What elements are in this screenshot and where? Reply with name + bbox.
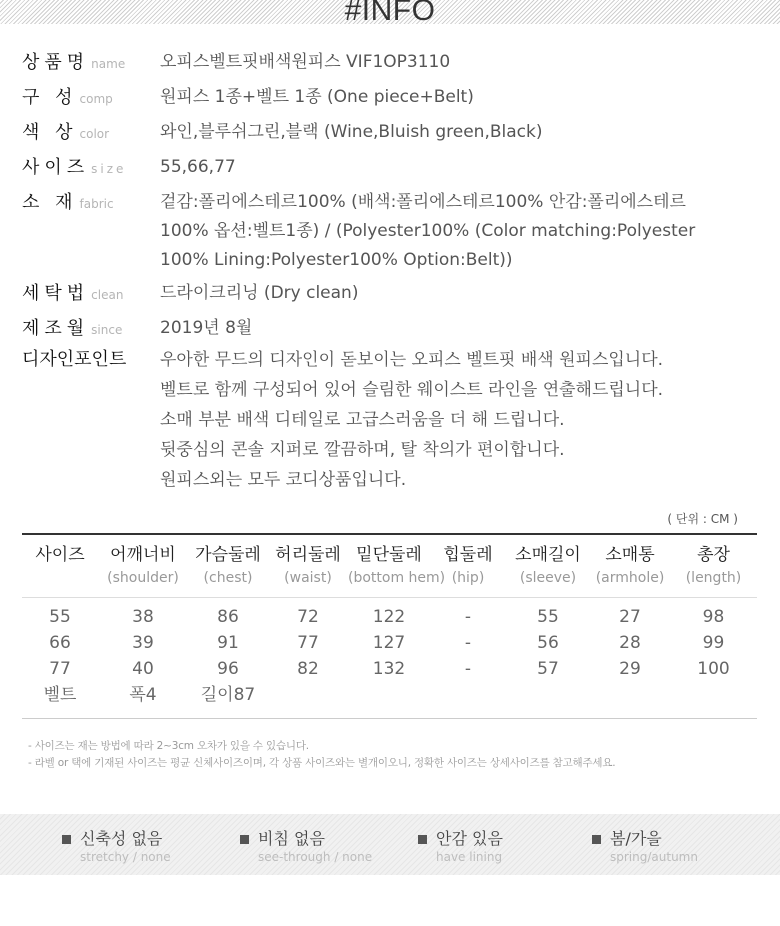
size-notes [28, 738, 615, 772]
design-point-line: 원피스외는 모두 코디상품입니다. [160, 470, 407, 490]
col-header-shoulder: 어깨너비 (shoulder) [107, 545, 179, 586]
table-cell: 28 [619, 633, 641, 653]
feature-sublabel: stretchy / none [80, 850, 171, 864]
table-cell: 66 [49, 633, 71, 653]
table-cell: 벨트 [43, 685, 77, 705]
col-header-armhole: 소매통 (armhole) [595, 545, 665, 586]
table-cell: 98 [702, 607, 725, 627]
table-cell: 86 [217, 607, 239, 627]
size-note: - 사이즈는 재는 방법에 따라 2~3cm 오차가 있을 수 있습니다. [28, 740, 309, 752]
label-size: 사이즈 [22, 157, 90, 178]
col-header-hip: 힙둘레 (hip) [443, 545, 493, 586]
value-comp: 원피스 1종+벨트 1종 (One piece+Belt) [160, 87, 474, 107]
label-since-en: since [91, 323, 123, 337]
info-row-since [22, 314, 762, 345]
table-cell: 38 [132, 607, 154, 627]
value-name: 오피스벨트핏배색원피스 VIF1OP3110 [160, 52, 451, 72]
col-header-length: 총장 (length) [685, 545, 742, 586]
table-cell: 127 [372, 633, 406, 653]
design-point-line: 뒷중심의 콘솔 지퍼로 깔끔하며, 탈 착의가 편이합니다. [160, 440, 565, 460]
col-header-chest: 가슴둘레 (chest) [195, 545, 261, 586]
feature-label: 비침 없음 [258, 829, 325, 848]
label-name-en: name [91, 57, 126, 71]
table-cell: 91 [217, 633, 239, 653]
feature-band [0, 814, 780, 875]
design-point-label: 디자인포인트 [22, 349, 127, 370]
value-fabric [160, 188, 750, 275]
design-point [22, 345, 762, 495]
feature-sublabel: see-through / none [258, 850, 373, 864]
label-fabric: 소 재 [22, 192, 78, 213]
feature-label: 안감 있음 [436, 829, 503, 848]
table-row [22, 682, 757, 708]
col-header-sleeve: 소매길이 (sleeve) [515, 545, 581, 586]
value-clean: 드라이크리닝 (Dry clean) [160, 283, 359, 303]
size-table-body [22, 598, 757, 718]
label-size-en: size [91, 162, 127, 176]
label-color-en: color [79, 127, 110, 141]
square-bullet-icon [592, 835, 601, 844]
table-row [22, 656, 757, 682]
table-cell: 길이87 [200, 685, 256, 705]
table-cell [670, 682, 757, 708]
table-row [22, 630, 757, 656]
label-comp: 구 성 [22, 87, 78, 108]
table-cell: - [464, 607, 472, 627]
value-since: 2019년 8월 [160, 318, 253, 338]
product-info [22, 48, 762, 349]
size-table [22, 533, 757, 719]
table-cell: 122 [372, 607, 406, 627]
table-cell: 40 [132, 659, 154, 679]
table-cell: 폭4 [129, 685, 157, 705]
table-cell [430, 682, 506, 708]
table-cell: 100 [697, 659, 730, 679]
value-fabric-line: 겉감:폴리에스테르100% (배색:폴리에스테르100% 안감:폴리에스테르 [160, 192, 686, 212]
label-color: 색 상 [22, 122, 78, 143]
col-header-waist: 허리둘레 (waist) [275, 545, 341, 586]
table-cell [590, 682, 670, 708]
info-row-fabric [22, 188, 762, 275]
table-cell: 72 [297, 607, 319, 627]
info-row-color [22, 118, 762, 149]
table-cell: 99 [702, 633, 725, 653]
feature-season [592, 829, 698, 865]
label-clean-en: clean [91, 288, 124, 302]
design-point-text [160, 345, 663, 495]
feature-label: 신축성 없음 [80, 829, 163, 848]
table-cell: 55 [537, 607, 559, 627]
table-cell: 27 [619, 607, 641, 627]
label-comp-en: comp [79, 92, 113, 106]
unit-label: ( 단위 : CM ) [667, 512, 738, 526]
table-cell: 56 [537, 633, 559, 653]
square-bullet-icon [62, 835, 71, 844]
feature-sublabel: spring/autumn [610, 850, 698, 864]
table-cell [506, 682, 590, 708]
table-cell: - [464, 633, 472, 653]
table-cell: 96 [217, 659, 239, 679]
table-cell: 57 [537, 659, 559, 679]
value-fabric-line: 100% Lining:Polyester100% Option:Belt)) [160, 250, 513, 270]
size-table-header [22, 535, 757, 598]
design-point-line: 벨트로 함께 구성되어 있어 슬림한 웨이스트 라인을 연출해드립니다. [160, 380, 664, 400]
table-cell: 132 [372, 659, 406, 679]
label-name: 상품명 [22, 52, 90, 73]
label-fabric-en: fabric [79, 197, 114, 211]
table-row [22, 604, 757, 630]
table-cell: 39 [132, 633, 154, 653]
label-clean: 세탁법 [22, 283, 90, 304]
table-cell: - [464, 659, 472, 679]
design-point-line: 우아한 무드의 디자인이 돋보이는 오피스 벨트핏 배색 원피스입니다. [160, 350, 664, 370]
design-point-line: 소매 부분 배색 디테일로 고급스러움을 더 해 드립니다. [160, 410, 565, 430]
feature-see-through [240, 829, 372, 865]
info-row-clean [22, 279, 762, 310]
info-row-name [22, 48, 762, 79]
table-cell: 29 [619, 659, 641, 679]
info-title: #INFO [344, 0, 436, 27]
table-cell: 55 [49, 607, 71, 627]
square-bullet-icon [240, 835, 249, 844]
col-header-bottom-hem: 밑단둘레 (bottom hem) [348, 545, 446, 586]
size-note: - 라벨 or 택에 기재된 사이즈는 평균 신체사이즈이며, 각 상품 사이즈와는 별개이오니, 정확한 사이즈는 상세사이즈를 참고해주세요. [28, 757, 616, 769]
table-cell [348, 682, 430, 708]
table-cell: 77 [49, 659, 71, 679]
col-header-size: 사이즈 [35, 545, 85, 565]
feature-stretch [62, 829, 171, 865]
feature-label: 봄/가을 [610, 829, 662, 848]
table-cell [268, 682, 348, 708]
square-bullet-icon [418, 835, 427, 844]
info-row-comp [22, 83, 762, 114]
label-since: 제조월 [22, 318, 90, 339]
table-cell: 82 [297, 659, 319, 679]
value-size: 55,66,77 [160, 157, 236, 177]
table-cell: 77 [297, 633, 319, 653]
info-header [0, 0, 780, 27]
feature-sublabel: have lining [436, 850, 503, 864]
value-color: 와인,블루쉬그린,블랙 (Wine,Bluish green,Black) [160, 122, 543, 142]
info-row-size [22, 153, 762, 184]
value-fabric-line: 100% 옵션:벨트1종) / (Polyester100% (Color matching:Polyester [160, 221, 696, 241]
feature-lining [418, 829, 503, 865]
